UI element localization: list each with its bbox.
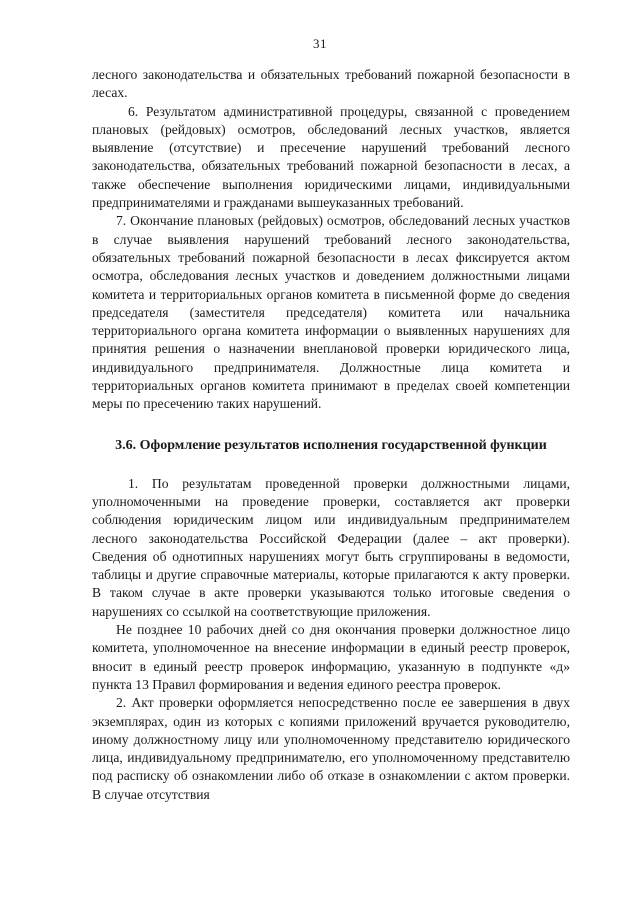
paragraph-section-item-2: 2. Акт проверки оформляется непосредственно после ее завершения в двух экземплярах, один из которых с копиями приложений вручается руководителю, иному должностному лицу или уполномоченному представителю юридического лица, индивидуальному предпринимателю, его уполномоченному представителю под расписку об ознакомлении либо об отказе в ознакомлении с актом проверки. В случае отсутствия bbox=[92, 695, 570, 802]
page-number: 31 bbox=[313, 36, 327, 51]
section-heading: 3.6. Оформление результатов исполнения государственной функции bbox=[115, 437, 547, 453]
paragraph-item-6: 6. Результатом административной процедуры, связанной с проведением плановых (рейдовых) осмотров, обследований лесных участков, является выявление (отсутствие) и пресечение нарушений требований лесного законодательства, обязательных требований пожарной безопасности в лесах, а также обеспечение выполнения юридическими лицами, индивидуальными предпринимателями и гражданами вышеуказанных требований. bbox=[92, 103, 570, 211]
document-body bbox=[92, 66, 570, 804]
paragraph-section-registry: Не позднее 10 рабочих дней со дня окончания проверки должностное лицо комитета, уполномоченное на внесение информации в единый реестр проверок, вносит в единый реестр проверок информацию, указанную в подпункте «д» пункта 13 Правил формирования и ведения единого реестра проверок. bbox=[92, 622, 570, 692]
paragraph-item-7: 7. Окончание плановых (рейдовых) осмотров, обследований лесных участков в случае выявления нарушений требований лесного законодательства, обязательных требований пожарной безопасности в лесах фиксируется актом осмотра, обследования лесных участков и доведением должностными лицами комитета и территориальных органов комитета в письменной форме до сведения председателя (заместителя председателя) комитета или начальника территориального органа комитета информации о выявленных нарушениях для принятия решения о назначении внеплановой проверки юридического лица, индивидуального предпринимателя. Должностные лица комитета и территориальных органов комитета принимают в пределах своей компетенции меры по пресечению таких нарушений. bbox=[92, 213, 570, 412]
paragraph-continuation: лесного законодательства и обязательных требований пожарной безопасности в лесах. bbox=[92, 67, 570, 101]
paragraph-section-item-1: 1. По результатам проведенной проверки должностными лицами, уполномоченными на проведение проверки, составляется акт проверки соблюдения юридическим лицом или индивидуальным предпринимателем лесного законодательства Российской Федерации (далее – акт проверки). Сведения об однотипных нарушениях могут быть сгруппированы в ведомости, таблицы и другие справочные материалы, которые прилагаются к акту проверки. В таком случае в акте проверки указываются только итоговые сведения о нарушениях со ссылкой на соответствующие приложения. bbox=[92, 475, 570, 619]
